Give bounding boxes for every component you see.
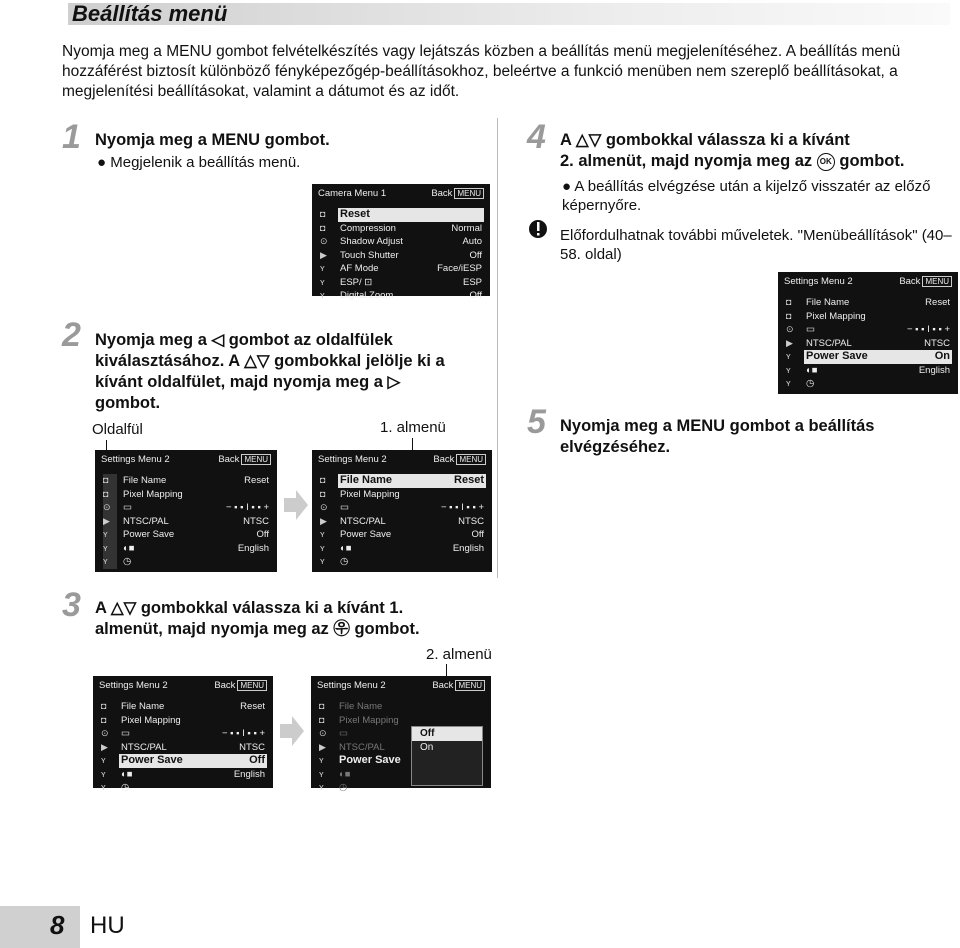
row-value: NTSC bbox=[924, 337, 950, 349]
playback-icon: ▶ bbox=[103, 515, 110, 526]
screen-title: Settings Menu 2 bbox=[317, 680, 386, 691]
settings-screen-d bbox=[311, 676, 491, 793]
camera-icon: ◘ bbox=[101, 714, 107, 725]
tab-icons bbox=[101, 700, 115, 795]
row-name: Compression bbox=[340, 222, 396, 234]
menu-row[interactable] bbox=[338, 528, 486, 542]
settings-screen-c bbox=[93, 676, 273, 793]
camera-icon: ◘ bbox=[320, 475, 326, 485]
row-name: ◐■ bbox=[806, 364, 818, 376]
wrench-icon: ʏ bbox=[320, 276, 325, 287]
menu-row[interactable] bbox=[121, 542, 271, 556]
row-name: Power Save bbox=[340, 529, 392, 540]
menu-row[interactable] bbox=[338, 488, 486, 502]
settings-screen-b bbox=[312, 450, 492, 572]
row-name: Power Save bbox=[339, 754, 401, 766]
menu-rows bbox=[804, 296, 952, 391]
menu-row[interactable] bbox=[338, 222, 484, 236]
video-icon: ⊙ bbox=[786, 324, 794, 334]
row-value: Off bbox=[249, 754, 265, 766]
row-value: English bbox=[233, 768, 265, 780]
wrench-icon: ʏ bbox=[320, 529, 325, 539]
step-4-note: Előfordulhatnak további műveletek. "Menübeállítások" (40–58. oldal) bbox=[560, 227, 952, 263]
tab-icons bbox=[786, 296, 800, 391]
step-4-bullet-text: A beállítás elvégzése után a kijelző visszatér az előző képernyőre. bbox=[562, 178, 931, 214]
row-name: ◐■ bbox=[339, 768, 351, 780]
camera-icon: ◘ bbox=[101, 701, 107, 711]
step-1-number: 1 bbox=[62, 118, 81, 156]
submenu2-label: 2. almenü bbox=[426, 646, 492, 663]
menu-row[interactable] bbox=[804, 364, 952, 378]
page-number-box bbox=[0, 906, 80, 948]
menu-row[interactable] bbox=[804, 323, 952, 337]
menu-row[interactable] bbox=[337, 714, 485, 728]
menu-row[interactable] bbox=[804, 337, 952, 351]
wrench-icon: ʏ bbox=[320, 263, 325, 273]
step-2-number: 2 bbox=[62, 316, 81, 354]
row-name: AF Mode bbox=[340, 263, 379, 274]
row-value: Reset bbox=[244, 475, 269, 486]
screen-back bbox=[218, 454, 271, 465]
camera-icon: ◘ bbox=[320, 222, 326, 233]
step-1-bullet: ● Megjelenik a beállítás menü. bbox=[97, 154, 301, 171]
menu-row[interactable] bbox=[338, 474, 486, 488]
row-name: ◐■ bbox=[340, 542, 352, 554]
screen-header bbox=[784, 276, 952, 290]
screen-header bbox=[99, 680, 267, 694]
camera-icon: ◘ bbox=[319, 701, 325, 711]
row-name: Pixel Mapping bbox=[339, 714, 399, 726]
screen-back bbox=[433, 454, 486, 465]
row-name: NTSC/PAL bbox=[121, 741, 167, 753]
screen-header bbox=[318, 188, 484, 202]
back-label: Back bbox=[899, 276, 921, 287]
row-name: File Name bbox=[340, 474, 392, 486]
menu-row[interactable] bbox=[338, 555, 486, 569]
back-label: Back bbox=[214, 680, 236, 691]
screen-back bbox=[214, 680, 267, 691]
step-5-heading: Nyomja meg a MENU gombot a beállítás elvégzéséhez. bbox=[560, 417, 875, 456]
step-4-heading bbox=[560, 130, 950, 172]
screen-back bbox=[432, 680, 485, 691]
row-name: Shadow Adjust bbox=[340, 236, 403, 247]
menu-badge: MENU bbox=[922, 276, 952, 287]
row-name: Pixel Mapping bbox=[123, 488, 183, 500]
row-name: Pixel Mapping bbox=[806, 310, 866, 322]
screen-title: Settings Menu 2 bbox=[784, 276, 853, 287]
wrench-icon: ʏ bbox=[101, 768, 106, 779]
menu-row[interactable] bbox=[121, 528, 271, 542]
step-4-heading-text: 2. almenüt, majd nyomja meg az bbox=[560, 152, 813, 170]
arrow-right-icon bbox=[284, 490, 308, 520]
row-value: − ▪ ▪ I ▪ ▪ + bbox=[221, 728, 265, 739]
playback-icon: ▶ bbox=[786, 337, 793, 348]
playback-icon: ▶ bbox=[319, 741, 326, 752]
row-value: Normal bbox=[451, 222, 482, 234]
row-value: ESP bbox=[462, 276, 482, 288]
settings-screen-e bbox=[778, 272, 958, 394]
menu-badge: MENU bbox=[456, 454, 486, 465]
row-name: ◐■ bbox=[123, 542, 135, 554]
option-off[interactable]: Off bbox=[412, 727, 482, 741]
back-label: Back bbox=[433, 454, 455, 465]
row-name: ◷ bbox=[806, 378, 815, 389]
wrench-icon: ʏ bbox=[103, 556, 108, 566]
ok-button-icon: OK bbox=[817, 153, 835, 171]
row-value: Off bbox=[471, 529, 484, 540]
step-2-heading: Nyomja meg a ◁ gombot az oldalfülek kiválasztásához. A △▽ gombokkal jelölje ki a kívánt oldalfület, majd nyomja meg a ▷ gombot. bbox=[95, 331, 445, 412]
row-value: − ▪ ▪ I ▪ ▪ + bbox=[906, 324, 950, 335]
screen-back bbox=[899, 276, 952, 287]
row-name: Power Save bbox=[121, 754, 183, 766]
row-name: NTSC/PAL bbox=[806, 337, 852, 349]
menu-row[interactable] bbox=[338, 208, 484, 222]
screen-title: Camera Menu 1 bbox=[318, 188, 387, 199]
camera-icon: ◘ bbox=[786, 297, 792, 307]
row-name: Reset bbox=[340, 208, 370, 220]
row-name: ◐■ bbox=[121, 768, 133, 780]
row-name: NTSC/PAL bbox=[340, 515, 386, 527]
playback-icon: ▶ bbox=[320, 249, 327, 260]
menu-rows bbox=[119, 700, 267, 795]
menu-row[interactable] bbox=[338, 235, 484, 249]
menu-row[interactable] bbox=[119, 727, 267, 741]
menu-badge: MENU bbox=[454, 188, 484, 199]
wrench-icon: ʏ bbox=[319, 782, 324, 792]
row-name: Digital Zoom bbox=[340, 290, 394, 301]
caution-icon bbox=[528, 218, 548, 238]
camera-icon: ◘ bbox=[786, 310, 792, 321]
menu-row[interactable] bbox=[119, 700, 267, 714]
row-name: Pixel Mapping bbox=[121, 714, 181, 726]
menu-row[interactable] bbox=[338, 501, 486, 515]
page-title: Beállítás menü bbox=[72, 1, 228, 26]
menu-row[interactable] bbox=[121, 515, 271, 529]
row-name: ◷ bbox=[340, 556, 349, 567]
tab-icons bbox=[319, 700, 333, 795]
menu-row[interactable] bbox=[338, 249, 484, 263]
menu-badge: MENU bbox=[237, 680, 267, 691]
row-name: File Name bbox=[339, 701, 383, 712]
row-value: Off bbox=[256, 529, 269, 540]
wrench-icon: ʏ bbox=[103, 529, 108, 539]
video-icon: ⊙ bbox=[320, 502, 328, 512]
menu-row[interactable] bbox=[804, 377, 952, 391]
option-on[interactable]: On bbox=[420, 742, 434, 753]
row-name: File Name bbox=[123, 475, 167, 486]
video-icon: ⊙ bbox=[101, 728, 109, 738]
camera-icon: ◘ bbox=[103, 488, 109, 499]
playback-icon: ▶ bbox=[320, 515, 327, 526]
row-value: English bbox=[452, 542, 484, 554]
wrench-icon: ʏ bbox=[320, 542, 325, 553]
playback-icon: ▶ bbox=[101, 741, 108, 752]
menu-row[interactable] bbox=[119, 741, 267, 755]
step-4-heading-line-1: A △▽ gombokkal válassza ki a kívánt bbox=[560, 131, 850, 149]
step-4-heading-tail: gombot. bbox=[839, 152, 905, 170]
language-code: HU bbox=[90, 912, 125, 939]
video-icon: ⊙ bbox=[103, 502, 111, 512]
screen-back bbox=[431, 188, 484, 199]
step-5-number: 5 bbox=[527, 403, 546, 441]
screen-header bbox=[101, 454, 271, 468]
row-name: ▭ bbox=[121, 728, 130, 739]
row-name: ▭ bbox=[340, 502, 349, 513]
camera-icon: ◘ bbox=[319, 714, 325, 725]
menu-row[interactable] bbox=[121, 501, 271, 515]
row-value: NTSC bbox=[239, 741, 265, 753]
row-value: On bbox=[934, 350, 950, 362]
step-3-heading: A △▽ gombokkal válassza ki a kívánt 1. almenüt, majd nyomja meg az ㉾ gombot. bbox=[95, 599, 420, 638]
screen-header bbox=[318, 454, 486, 468]
settings-screen-a bbox=[95, 450, 277, 572]
tab-label: Oldalfül bbox=[92, 421, 143, 438]
back-label: Back bbox=[431, 188, 453, 199]
menu-rows bbox=[338, 208, 484, 303]
row-value: − ▪ ▪ I ▪ ▪ + bbox=[225, 502, 269, 513]
menu-row[interactable] bbox=[121, 555, 271, 569]
menu-row[interactable] bbox=[338, 276, 484, 290]
step-4-bullet: ● A beállítás elvégzése után a kijelző visszatér az előző képernyőre. bbox=[562, 178, 931, 214]
row-name: File Name bbox=[121, 701, 165, 712]
row-name: ESP/ ⊡ bbox=[340, 276, 373, 288]
step-4-heading-line-2 bbox=[560, 151, 950, 172]
menu-row[interactable] bbox=[119, 754, 267, 768]
video-icon: ⊙ bbox=[319, 728, 327, 738]
title-bar bbox=[0, 0, 960, 27]
row-value: − ▪ ▪ I ▪ ▪ + bbox=[440, 502, 484, 513]
camera-icon: ◘ bbox=[103, 475, 109, 485]
menu-rows bbox=[338, 474, 486, 569]
row-name: NTSC/PAL bbox=[339, 741, 385, 753]
menu-row[interactable] bbox=[804, 296, 952, 310]
wrench-icon: ʏ bbox=[101, 782, 106, 792]
step-3-number: 3 bbox=[62, 586, 81, 624]
row-value: NTSC bbox=[243, 515, 269, 527]
row-value: Off bbox=[469, 249, 482, 261]
menu-badge: MENU bbox=[241, 454, 271, 465]
menu-row[interactable] bbox=[121, 474, 271, 488]
wrench-icon: ʏ bbox=[786, 351, 791, 361]
column-divider bbox=[497, 118, 498, 578]
row-name: ◷ bbox=[121, 782, 130, 793]
menu-row[interactable] bbox=[121, 488, 271, 502]
menu-row[interactable] bbox=[338, 289, 484, 303]
menu-row[interactable] bbox=[337, 700, 485, 714]
back-label: Back bbox=[218, 454, 240, 465]
row-name: ▭ bbox=[339, 728, 348, 739]
row-value: Off bbox=[469, 290, 482, 301]
row-value: NTSC bbox=[458, 515, 484, 527]
tab-icons bbox=[103, 474, 117, 569]
screen-title: Settings Menu 2 bbox=[99, 680, 168, 691]
row-value: Reset bbox=[925, 297, 950, 308]
menu-row[interactable] bbox=[338, 542, 486, 556]
row-name: NTSC/PAL bbox=[123, 515, 169, 527]
menu-row[interactable] bbox=[119, 781, 267, 795]
menu-row[interactable] bbox=[804, 350, 952, 364]
wrench-icon: ʏ bbox=[319, 768, 324, 779]
row-name: ▭ bbox=[123, 502, 132, 513]
page-number: 8 bbox=[50, 910, 65, 940]
tab-icons bbox=[320, 474, 334, 569]
row-value: Reset bbox=[240, 701, 265, 712]
wrench-icon: ʏ bbox=[320, 290, 325, 300]
row-value: Auto bbox=[462, 236, 482, 247]
step-4-number: 4 bbox=[527, 118, 546, 156]
row-name: Power Save bbox=[806, 350, 868, 362]
back-label: Back bbox=[432, 680, 454, 691]
menu-badge: MENU bbox=[455, 680, 485, 691]
row-value: English bbox=[918, 364, 950, 376]
page-footer bbox=[0, 906, 960, 948]
row-name: File Name bbox=[806, 297, 850, 308]
tab-icons bbox=[320, 208, 334, 303]
screen-title: Settings Menu 2 bbox=[318, 454, 387, 465]
screen-title: Settings Menu 2 bbox=[101, 454, 170, 465]
step-1-bullet-text: Megjelenik a beállítás menü. bbox=[110, 154, 301, 171]
wrench-icon: ʏ bbox=[103, 542, 108, 553]
row-name: ◷ bbox=[123, 556, 132, 567]
screen-header bbox=[317, 680, 485, 694]
menu-row[interactable] bbox=[804, 310, 952, 324]
camera-icon: ◘ bbox=[320, 209, 326, 219]
step-1-heading: Nyomja meg a MENU gombot. bbox=[95, 131, 330, 149]
video-icon: ⊙ bbox=[320, 236, 328, 246]
menu-row[interactable] bbox=[338, 515, 486, 529]
arrow-right-icon bbox=[280, 716, 304, 746]
row-name: Power Save bbox=[123, 529, 175, 540]
submenu1-label: 1. almenü bbox=[380, 419, 446, 436]
intro-text: Nyomja meg a MENU gombot felvételkészítés vagy lejátszás közben a beállítás menü megjelenítéséhez. A beállítás menü hozzáférést biztosít különböző fényképezőgép-beállításokhoz, beleértve a funkció menüben nem szereplő beállításokat, a megjelenítési beállításokat, valamint a dátumot és az időt. bbox=[62, 43, 901, 100]
row-name: ◷ bbox=[339, 782, 348, 793]
camera-menu-screen bbox=[312, 184, 490, 301]
wrench-icon: ʏ bbox=[786, 378, 791, 388]
camera-icon: ◘ bbox=[320, 488, 326, 499]
wrench-icon: ʏ bbox=[786, 364, 791, 375]
menu-rows bbox=[121, 474, 271, 569]
option-popup bbox=[411, 726, 483, 786]
row-name: Pixel Mapping bbox=[340, 488, 400, 500]
row-name: Touch Shutter bbox=[340, 249, 399, 261]
wrench-icon: ʏ bbox=[320, 556, 325, 566]
row-name: ▭ bbox=[806, 324, 815, 335]
menu-row[interactable] bbox=[119, 768, 267, 782]
wrench-icon: ʏ bbox=[319, 755, 324, 765]
menu-row[interactable] bbox=[338, 262, 484, 276]
menu-row[interactable] bbox=[119, 714, 267, 728]
row-value: English bbox=[237, 542, 269, 554]
row-value: Reset bbox=[454, 474, 484, 486]
wrench-icon: ʏ bbox=[101, 755, 106, 765]
row-value: Face/iESP bbox=[437, 263, 482, 274]
